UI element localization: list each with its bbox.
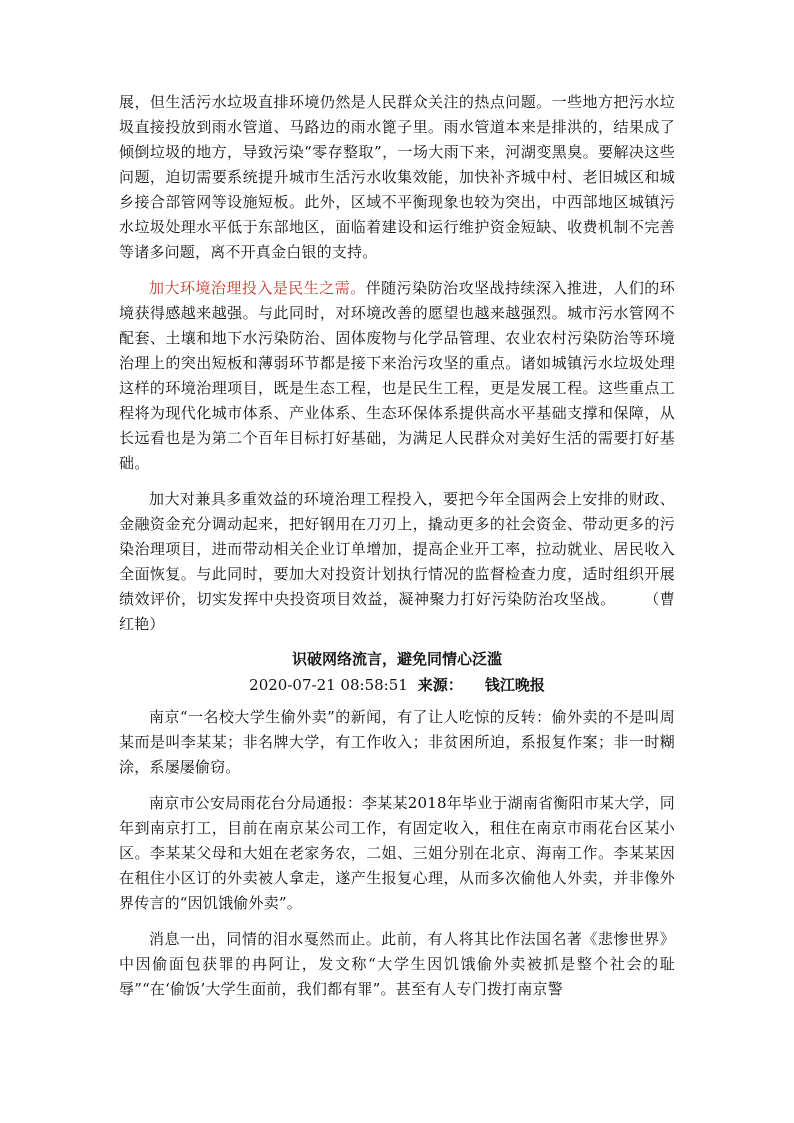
article2-paragraph-3: 消息一出，同情的泪水戛然而止。此前，有人将其比作法国名著《悲惨世界》中因偷面包获罪的冉阿让，发文称“大学生因饥饿偷外卖被抓是整个社会的耻辱”“在‘偷饭’大学生面前，我们都有罪”。甚至有人专门拨打南京警: [119, 930, 675, 998]
article2-paragraph-1: 南京“一名校大学生偷外卖”的新闻，有了让人吃惊的反转：偷外卖的不是叫周某而是叫李某某；非名牌大学，有工作收入；非贫困所迫，系报复作案；非一时糊涂，系屡屡偷窃。: [119, 708, 675, 776]
article2-datetime: 2020-07-21 08:58:51: [249, 676, 408, 694]
article1-paragraph-3: [119, 487, 675, 637]
article1-paragraph-2-lead: 加大环境治理投入是民生之需。: [149, 279, 366, 297]
article1-paragraph-3-body: 加大对兼具多重效益的环境治理工程投入，要把今年全国两会上安排的财政、金融资金充分调动起来，把好钢用在刀刃上，撬动更多的社会资金、带动更多的污染治理项目，进而带动相关企业订单增加，提高企业开工率，拉动就业、居民收入全面恢复。与此同时，要加大对投资计划执行情况的监督检查力度，适时组织开展绩效评价，切实发挥中央投资项目效益，凝神聚力打好污染防治攻坚战。: [119, 490, 675, 608]
article2-source: 钱江晚报: [484, 676, 545, 694]
article1-signature: （曹红艳）: [119, 590, 676, 633]
document-page: [119, 90, 675, 1002]
article1-paragraph-2: [119, 276, 675, 476]
article2-meta: [119, 673, 675, 697]
article1-paragraph-1: 展，但生活污水垃圾直排环境仍然是人民群众关注的热点问题。一些地方把污水垃圾直接投放到雨水管道、马路边的雨水篦子里。雨水管道本来是排洪的，结果成了倾倒垃圾的地方，导致污染“零存整取”，一场大雨下来，河湖变黑臭。要解决这些问题，迫切需要系统提升城市生活污水收集效能，加快补齐城中村、老旧城区和城乡接合部管网等设施短板。此外，区域不平衡现象也较为突出，中西部地区城镇污水垃圾处理水平低于东部地区，面临着建设和运行维护资金短缺、收费机制不完善等诸多问题，离不开真金白银的支持。: [119, 93, 675, 261]
article2-source-label: 来源：: [417, 676, 463, 694]
article2-title: 识破网络流言，避免同情心泛滥: [291, 650, 502, 668]
article2-paragraph-2: 南京市公安局雨花台分局通报：李某某2018年毕业于湖南省衡阳市某大学，同年到南京打工，目前在南京某公司工作，有固定收入，租住在南京市雨花台区某小区。李某某父母和大姐在老家务农，二姐、三姐分别在北京、海南工作。李某某因在租住小区订的外卖被人拿走，遂产生报复心理，从而多次偷他人外卖，并非像外界传言的“因饥饿偷外卖”。: [119, 794, 675, 912]
article1-paragraph-2-body: 伴随污染防治攻坚战持续深入推进，人们的环境获得感越来越强。与此同时，对环境改善的愿望也越来越强烈。城市污水管网不配套、土壤和地下水污染防治、固体废物与化学品管理、农业农村污染防治等环境治理上的突出短板和薄弱环节都是接下来治污攻坚的重点。诸如城镇污水垃圾处理这样的环境治理项目，既是生态工程，也是民生工程，更是发展工程。这些重点工程将为现代化城市体系、产业体系、生态环保体系提供高水平基础支撑和保障，从长远看也是为第二个百年目标打好基础，为满足人民群众对美好生活的需要打好基础。: [119, 279, 675, 472]
